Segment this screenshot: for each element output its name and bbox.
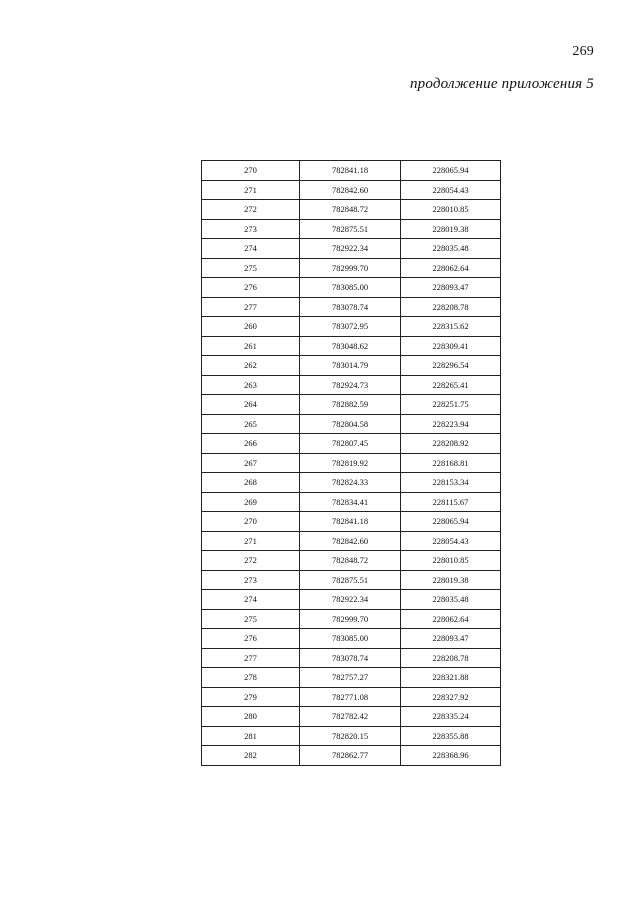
- table-row: [202, 239, 501, 259]
- x-coordinate-cell: 783085.00: [300, 629, 401, 649]
- y-coordinate-cell: 228223.94: [401, 414, 501, 434]
- x-coordinate-cell: 782875.51: [300, 570, 401, 590]
- y-coordinate-cell: 228315.62: [401, 317, 501, 337]
- table-row: [202, 297, 501, 317]
- point-number-cell: 263: [202, 375, 300, 395]
- coordinates-table-body: [202, 161, 501, 766]
- point-number-cell: 272: [202, 200, 300, 220]
- point-number-cell: 278: [202, 668, 300, 688]
- x-coordinate-cell: 782820.15: [300, 726, 401, 746]
- table-row: [202, 629, 501, 649]
- coordinates-table: [201, 160, 501, 766]
- y-coordinate-cell: 228062.64: [401, 258, 501, 278]
- y-coordinate-cell: 228251.75: [401, 395, 501, 415]
- y-coordinate-cell: 228309.41: [401, 336, 501, 356]
- y-coordinate-cell: 228355.88: [401, 726, 501, 746]
- x-coordinate-cell: 782842.60: [300, 180, 401, 200]
- table-row: [202, 434, 501, 454]
- point-number-cell: 277: [202, 297, 300, 317]
- table-row: [202, 219, 501, 239]
- point-number-cell: 275: [202, 609, 300, 629]
- point-number-cell: 271: [202, 180, 300, 200]
- x-coordinate-cell: 782882.59: [300, 395, 401, 415]
- table-row: [202, 648, 501, 668]
- point-number-cell: 270: [202, 161, 300, 181]
- y-coordinate-cell: 228153.34: [401, 473, 501, 493]
- x-coordinate-cell: 782819.92: [300, 453, 401, 473]
- table-row: [202, 278, 501, 298]
- x-coordinate-cell: 782841.18: [300, 161, 401, 181]
- y-coordinate-cell: 228065.94: [401, 512, 501, 532]
- point-number-cell: 265: [202, 414, 300, 434]
- x-coordinate-cell: 783078.74: [300, 297, 401, 317]
- x-coordinate-cell: 782824.33: [300, 473, 401, 493]
- table-row: [202, 551, 501, 571]
- x-coordinate-cell: 782841.18: [300, 512, 401, 532]
- x-coordinate-cell: 782999.70: [300, 258, 401, 278]
- y-coordinate-cell: 228115.67: [401, 492, 501, 512]
- x-coordinate-cell: 782922.34: [300, 239, 401, 259]
- x-coordinate-cell: 783072.95: [300, 317, 401, 337]
- table-row: [202, 746, 501, 766]
- x-coordinate-cell: 783014.79: [300, 356, 401, 376]
- point-number-cell: 280: [202, 707, 300, 727]
- point-number-cell: 266: [202, 434, 300, 454]
- point-number-cell: 273: [202, 570, 300, 590]
- y-coordinate-cell: 228035.48: [401, 590, 501, 610]
- table-row: [202, 414, 501, 434]
- table-row: [202, 395, 501, 415]
- point-number-cell: 276: [202, 629, 300, 649]
- table-row: [202, 512, 501, 532]
- table-row: [202, 473, 501, 493]
- y-coordinate-cell: 228054.43: [401, 531, 501, 551]
- table-row: [202, 180, 501, 200]
- x-coordinate-cell: 782848.72: [300, 200, 401, 220]
- point-number-cell: 279: [202, 687, 300, 707]
- point-number-cell: 275: [202, 258, 300, 278]
- point-number-cell: 270: [202, 512, 300, 532]
- table-row: [202, 687, 501, 707]
- x-coordinate-cell: 782842.60: [300, 531, 401, 551]
- y-coordinate-cell: 228208.92: [401, 434, 501, 454]
- table-row: [202, 161, 501, 181]
- y-coordinate-cell: 228208.78: [401, 648, 501, 668]
- point-number-cell: 260: [202, 317, 300, 337]
- point-number-cell: 268: [202, 473, 300, 493]
- x-coordinate-cell: 782875.51: [300, 219, 401, 239]
- table-row: [202, 609, 501, 629]
- page-number: 269: [572, 44, 594, 59]
- table-row: [202, 590, 501, 610]
- y-coordinate-cell: 228168.81: [401, 453, 501, 473]
- x-coordinate-cell: 782834.41: [300, 492, 401, 512]
- y-coordinate-cell: 228062.64: [401, 609, 501, 629]
- point-number-cell: 274: [202, 590, 300, 610]
- y-coordinate-cell: 228296.54: [401, 356, 501, 376]
- point-number-cell: 273: [202, 219, 300, 239]
- y-coordinate-cell: 228019.38: [401, 219, 501, 239]
- y-coordinate-cell: 228265.41: [401, 375, 501, 395]
- y-coordinate-cell: 228368.96: [401, 746, 501, 766]
- x-coordinate-cell: 782999.70: [300, 609, 401, 629]
- x-coordinate-cell: 782922.34: [300, 590, 401, 610]
- point-number-cell: 272: [202, 551, 300, 571]
- table-row: [202, 200, 501, 220]
- page-subtitle: продолжение приложения 5: [409, 76, 594, 92]
- point-number-cell: 271: [202, 531, 300, 551]
- x-coordinate-cell: 783048.62: [300, 336, 401, 356]
- x-coordinate-cell: 782771.08: [300, 687, 401, 707]
- x-coordinate-cell: 782804.58: [300, 414, 401, 434]
- y-coordinate-cell: 228208.78: [401, 297, 501, 317]
- x-coordinate-cell: 782924.73: [300, 375, 401, 395]
- point-number-cell: 276: [202, 278, 300, 298]
- table-row: [202, 336, 501, 356]
- table-row: [202, 492, 501, 512]
- y-coordinate-cell: 228019.38: [401, 570, 501, 590]
- y-coordinate-cell: 228010.85: [401, 551, 501, 571]
- y-coordinate-cell: 228010.85: [401, 200, 501, 220]
- y-coordinate-cell: 228065.94: [401, 161, 501, 181]
- point-number-cell: 262: [202, 356, 300, 376]
- table-row: [202, 707, 501, 727]
- table-row: [202, 375, 501, 395]
- y-coordinate-cell: 228327.92: [401, 687, 501, 707]
- table-row: [202, 258, 501, 278]
- x-coordinate-cell: 782757.27: [300, 668, 401, 688]
- point-number-cell: 274: [202, 239, 300, 259]
- table-row: [202, 726, 501, 746]
- table-row: [202, 531, 501, 551]
- table-row: [202, 453, 501, 473]
- table-row: [202, 356, 501, 376]
- x-coordinate-cell: 783085.00: [300, 278, 401, 298]
- point-number-cell: 277: [202, 648, 300, 668]
- y-coordinate-cell: 228093.47: [401, 629, 501, 649]
- point-number-cell: 281: [202, 726, 300, 746]
- table-row: [202, 317, 501, 337]
- y-coordinate-cell: 228093.47: [401, 278, 501, 298]
- y-coordinate-cell: 228321.88: [401, 668, 501, 688]
- y-coordinate-cell: 228335.24: [401, 707, 501, 727]
- point-number-cell: 261: [202, 336, 300, 356]
- x-coordinate-cell: 782862.77: [300, 746, 401, 766]
- table-row: [202, 668, 501, 688]
- table-row: [202, 570, 501, 590]
- point-number-cell: 267: [202, 453, 300, 473]
- y-coordinate-cell: 228035.48: [401, 239, 501, 259]
- x-coordinate-cell: 783078.74: [300, 648, 401, 668]
- point-number-cell: 269: [202, 492, 300, 512]
- x-coordinate-cell: 782782.42: [300, 707, 401, 727]
- x-coordinate-cell: 782807.45: [300, 434, 401, 454]
- point-number-cell: 282: [202, 746, 300, 766]
- x-coordinate-cell: 782848.72: [300, 551, 401, 571]
- y-coordinate-cell: 228054.43: [401, 180, 501, 200]
- point-number-cell: 264: [202, 395, 300, 415]
